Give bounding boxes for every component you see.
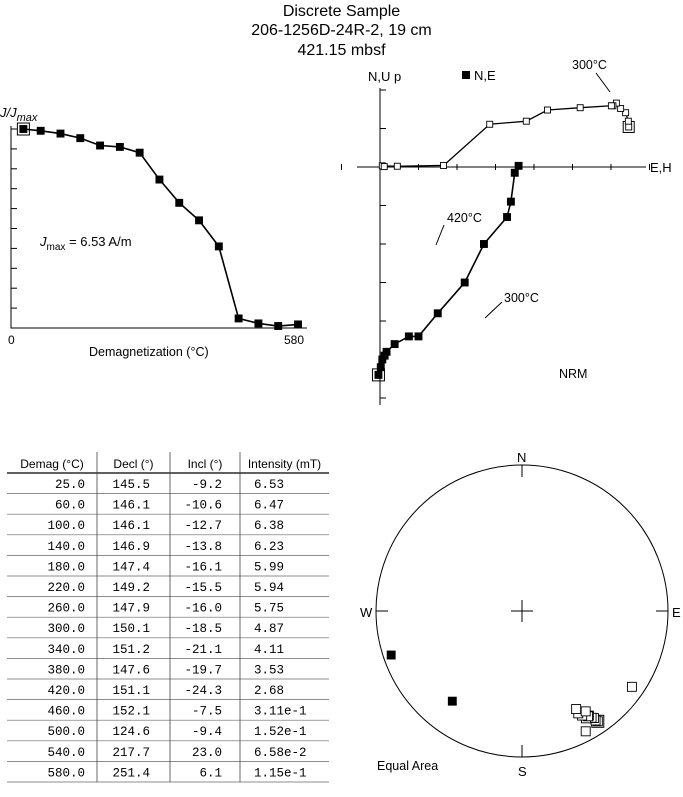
table-cell: 124.6: [112, 725, 150, 740]
decay-axes: [11, 126, 307, 328]
table-cell: 6.38: [254, 519, 285, 534]
table-cell: 460.0: [47, 704, 85, 719]
decay-point: [37, 127, 44, 134]
table-header-cell: Demag (°C): [20, 457, 84, 471]
table-header-cell: Intensity (mT): [247, 457, 322, 471]
table-cell: -12.7: [184, 519, 222, 534]
table-cell: 6.23: [254, 539, 285, 554]
vertical-projection-point: [626, 124, 632, 130]
table-cell: 147.9: [112, 601, 150, 616]
horizontal-projection-point: [383, 348, 390, 355]
table-cell: 140.0: [47, 539, 85, 554]
decay-point: [57, 130, 64, 137]
zij-legend-marker: [462, 71, 470, 79]
decay-point: [116, 143, 123, 150]
table-cell: 2.68: [254, 684, 285, 698]
decay-point: [295, 321, 302, 328]
vertical-projection-point: [394, 163, 400, 169]
annot-420: 420°C: [447, 211, 482, 225]
table-cell: 260.0: [47, 601, 85, 616]
table-cell: 147.6: [112, 663, 150, 678]
page-title: Discrete Sample: [282, 3, 401, 20]
table-cell: -13.8: [184, 539, 222, 554]
lower-hemisphere-point: [387, 651, 395, 659]
upper-hemisphere-point: [572, 705, 581, 714]
table-cell: 540.0: [47, 745, 85, 760]
decay-ticks: [11, 129, 17, 328]
direction-n: N: [517, 450, 527, 465]
annot-leader-420: [436, 225, 444, 245]
horizontal-projection-line: [378, 166, 518, 375]
table-cell: 180.0: [47, 560, 85, 575]
vertical-projection-point: [487, 121, 493, 127]
table-cell: -10.6: [184, 498, 222, 513]
table-cell: -19.7: [184, 663, 222, 678]
table-cell: 5.75: [254, 601, 285, 616]
table-cell: -9.2: [191, 478, 222, 492]
horizontal-projection-point: [515, 162, 522, 169]
decay-point: [275, 323, 282, 330]
table-cell: 146.1: [112, 498, 150, 513]
table-cell: 3.53: [254, 663, 285, 678]
horizontal-projection-point: [507, 198, 514, 205]
decay-x-tick-min: 0: [8, 333, 15, 347]
horizontal-projection-point: [480, 241, 487, 248]
decay-point: [196, 217, 203, 224]
vertical-projection-point: [523, 118, 529, 124]
table-cell: -24.3: [184, 684, 222, 698]
table-cell: -16.1: [184, 560, 222, 575]
table-cell: 151.2: [112, 642, 150, 657]
horizontal-projection-point: [391, 341, 398, 348]
horizontal-projection-point: [511, 169, 518, 176]
table-cell: 4.11: [254, 642, 285, 657]
direction-s: S: [518, 764, 527, 779]
table-cell: 146.1: [112, 519, 150, 534]
vertical-projection-line: [382, 103, 628, 167]
zij-legend-label: N,E: [474, 68, 496, 83]
table-cell: 220.0: [47, 581, 85, 595]
sample-id: 206-1256D-24R-2, 19 cm: [251, 22, 432, 39]
table-cell: -9.4: [191, 725, 222, 740]
table-cell: 4.87: [254, 622, 285, 637]
upper-hemisphere-point: [581, 727, 590, 736]
table-cell: 420.0: [47, 684, 85, 698]
annot-300-top: 300°C: [572, 60, 607, 72]
table-cell: 300.0: [47, 622, 85, 637]
horizontal-projection-point: [415, 333, 422, 340]
vertical-projection-point: [544, 107, 550, 113]
vertical-projection-point: [625, 118, 631, 124]
intensity-decay-chart: [0, 100, 330, 370]
table-cell: 25.0: [54, 478, 85, 492]
horizontal-projection-point: [405, 333, 412, 340]
equal-area-plot: [350, 448, 683, 793]
decay-point: [156, 176, 163, 183]
table-cell: 5.94: [254, 581, 285, 595]
annot-nrm: NRM: [559, 367, 588, 381]
vertical-projection-point: [608, 103, 614, 109]
table-cell: 149.2: [112, 581, 150, 595]
decay-point: [215, 243, 222, 250]
center-cross-icon: [511, 600, 533, 622]
direction-e: E: [672, 605, 681, 620]
table-cell: 6.53: [254, 478, 285, 492]
table-cell: 152.1: [112, 704, 150, 719]
decay-line: [23, 129, 298, 326]
decay-point: [136, 149, 143, 156]
table-cell: 1.15e-1: [254, 766, 307, 781]
table-cell: -18.5: [184, 622, 222, 637]
table-cell: 3.11e-1: [254, 704, 307, 719]
table-cell: 380.0: [47, 663, 85, 678]
table-cell: 6.58e-2: [254, 745, 307, 760]
table-cell: 1.52e-1: [254, 725, 307, 740]
direction-w: W: [360, 605, 373, 620]
table-cell: 60.0: [54, 498, 85, 513]
table-cell: 340.0: [47, 642, 85, 657]
demag-table: [0, 448, 335, 793]
decay-x-tick-max: 580: [284, 333, 305, 347]
table-header-cell: Incl (°): [187, 457, 223, 471]
table-cell: 6.1: [199, 766, 222, 781]
table-cell: 100.0: [47, 519, 85, 534]
jmax-label: $J_{max} = 6.53$ A/m: [40, 234, 132, 253]
horizontal-projection-point: [377, 364, 384, 371]
horizontal-projection-point: [504, 214, 511, 221]
table-cell: 500.0: [47, 725, 85, 740]
table-cell: 5.99: [254, 560, 285, 575]
table-cell: 6.47: [254, 498, 285, 513]
table-cell: 580.0: [47, 766, 85, 781]
table-cell: -16.0: [184, 601, 222, 616]
decay-point: [20, 126, 27, 133]
equal-area-label: Equal Area: [377, 759, 439, 773]
sample-depth: 421.15 mbsf: [297, 42, 386, 59]
upper-hemisphere-point: [581, 707, 590, 716]
upper-hemisphere-point: [627, 682, 636, 691]
table-cell: -15.5: [184, 581, 222, 595]
table-cell: 147.4: [112, 560, 150, 575]
table-header-cell: Decl (°): [113, 457, 154, 471]
vertical-projection-point: [441, 162, 447, 168]
horizontal-projection-point: [434, 310, 441, 317]
decay-xlabel: Demagnetization (°C): [89, 345, 209, 359]
table-cell: 145.5: [112, 478, 150, 492]
decay-point: [176, 199, 183, 206]
decay-ylabel: $J/J_{max}$: [0, 105, 38, 124]
decay-point: [255, 320, 262, 327]
vertical-projection-point: [381, 164, 387, 170]
horizontal-projection-point: [461, 279, 468, 286]
zij-up-label: N,U p: [368, 69, 402, 84]
table-cell: -7.5: [191, 704, 222, 719]
decay-point: [97, 142, 104, 149]
table-cell: 217.7: [112, 745, 150, 760]
table-cell: -21.1: [184, 642, 222, 657]
table-cell: 23.0: [191, 745, 222, 760]
annot-leader-300-top: [596, 73, 610, 92]
vertical-projection-point: [577, 105, 583, 111]
decay-point: [235, 315, 242, 322]
decay-point: [77, 135, 84, 142]
horizontal-projection-point: [375, 371, 382, 378]
zij-right-label: E,H: [650, 160, 672, 175]
annot-300-bottom: 300°C: [504, 291, 539, 305]
vector-end-point-chart: [340, 60, 683, 410]
table-cell: 151.1: [112, 684, 150, 698]
table-cell: 146.9: [112, 539, 150, 554]
table-cell: 150.1: [112, 622, 150, 637]
lower-hemisphere-point: [448, 697, 456, 705]
annot-leader-300-bottom: [485, 302, 502, 318]
table-cell: 251.4: [112, 766, 150, 781]
